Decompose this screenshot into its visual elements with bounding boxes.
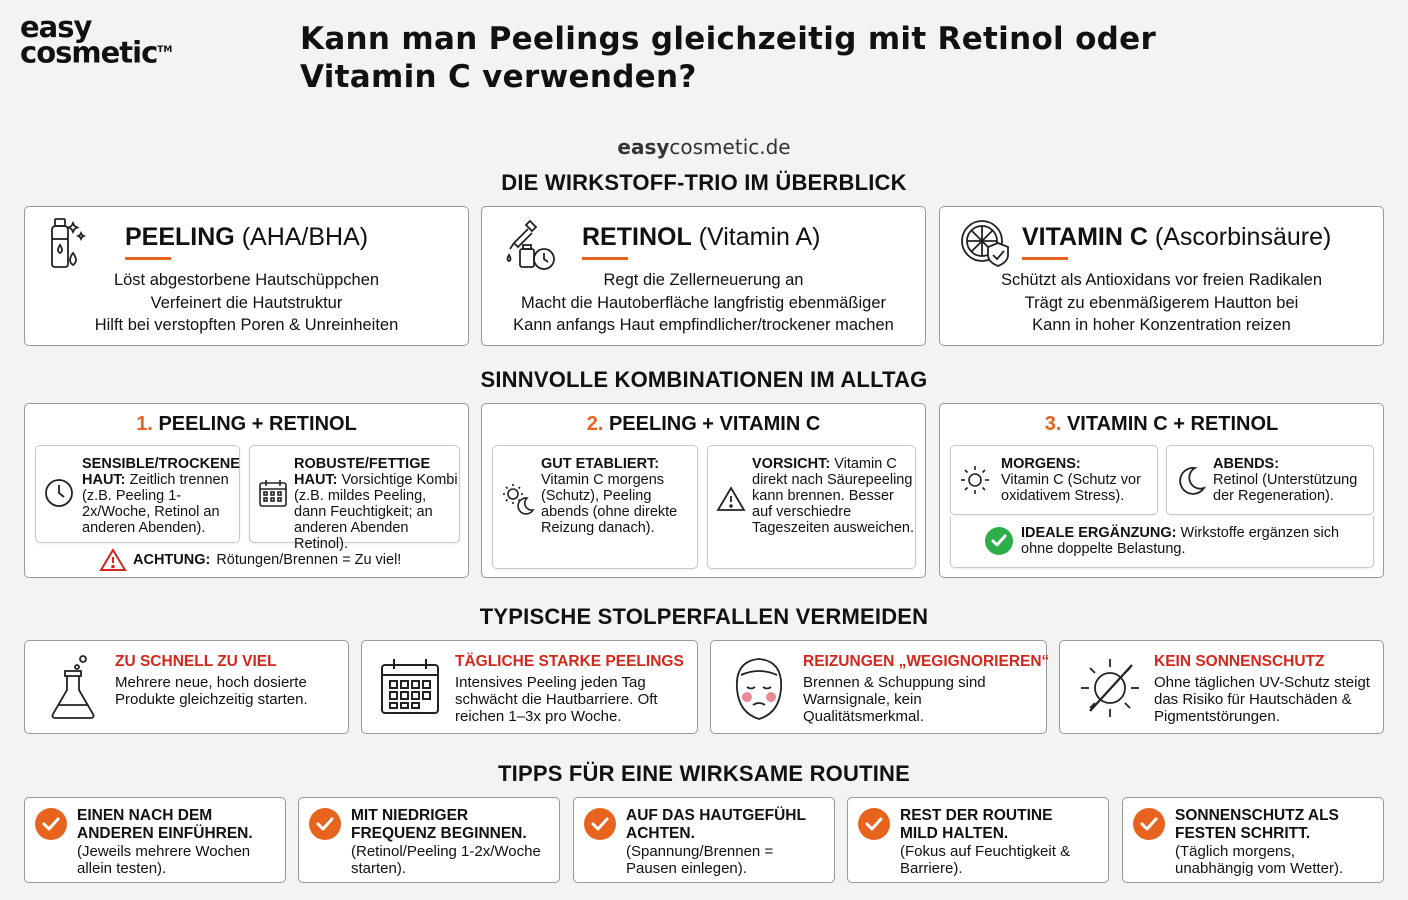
trio-line: Kann in hoher Konzentration reizen (1032, 316, 1291, 334)
citrus-shield-icon (958, 215, 1018, 267)
tip-title: AUF DAS HAUTGEFÜHL ACHTEN. (626, 807, 806, 842)
clock-icon (44, 478, 74, 508)
check-icon (584, 808, 616, 840)
warning-icon (99, 548, 127, 572)
calendar-icon (258, 478, 288, 508)
moon-icon (1175, 464, 1207, 496)
combo-heading (940, 413, 1383, 436)
tip-title: SONNENSCHUTZ ALS FESTEN SCHRITT. (1175, 807, 1339, 842)
combo-number: 1. (136, 413, 153, 435)
combo-sub-card-evening (1166, 445, 1374, 515)
trio-card-vitamin-c (939, 206, 1384, 346)
combo-sub-body: Vitamin C direkt nach Säurepeeling kann brennen. Besser auf verschiedre Tageszeiten ausweichen. (752, 456, 915, 536)
check-circle-icon (985, 527, 1013, 555)
tip-title: REST DER ROUTINE MILD HALTEN. (900, 807, 1053, 842)
trio-line: Löst abgestorbene Hautschüppchen (113, 271, 380, 289)
combo-number: 2. (586, 413, 604, 435)
pitfall-card (361, 640, 698, 734)
combo-card-peeling-retinol (24, 403, 469, 578)
section-title-pitfalls: TYPISCHE STOLPERFALLEN VERMEIDEN (479, 604, 929, 629)
warning-icon (716, 486, 746, 512)
tip-body: (Fokus auf Feuchtigkeit & Barriere). (900, 843, 1071, 877)
trio-name: PEELING (125, 223, 235, 251)
tip-title: EINEN NACH DEM ANDEREN EINFÜHREN. (77, 807, 253, 842)
pitfall-card (710, 640, 1050, 734)
ideal-label: IDEALE ERGÄNZUNG: (1021, 525, 1177, 541)
combo-card-peeling-vitamin-c (481, 403, 926, 578)
combo-heading (25, 413, 468, 436)
check-icon (35, 808, 67, 840)
combo-title: PEELING + VITAMIN C (608, 413, 821, 435)
trio-heading (1022, 223, 1331, 252)
combo-sub-text (294, 456, 460, 552)
combo-number: 3. (1044, 413, 1062, 435)
combo-sub-body: Retinol (Unterstützung der Regeneration). (1213, 472, 1358, 504)
trio-line: Verfeinert die Hautstruktur (150, 293, 343, 312)
tip-card (24, 797, 286, 883)
trio-description (25, 269, 468, 337)
page-title: Kann man Peelings gleichzeitig mit Retinol oder Vitamin C verwenden? (300, 21, 1157, 95)
combo-sub-body: Zeitlich trennen (z.B. Peeling 1-2x/Woche, Retinol an anderen Abenden). (82, 472, 229, 536)
sun-moon-icon (501, 482, 535, 516)
combo-sub-text (1213, 456, 1371, 504)
pitfall-card (1059, 640, 1384, 734)
no-sun-icon (1078, 653, 1138, 723)
tip-title: MIT NIEDRIGER FREQUENZ BEGINNEN. (351, 807, 527, 842)
combo-sub-body: Vitamin C (Schutz vor oxidativem Stress). (1001, 472, 1141, 504)
combo-sub-card-caution (707, 445, 916, 569)
combo-sub-body: Vitamin C morgens (Schutz), Peeling abends (ohne direkte Reizung danach). (541, 472, 678, 536)
tip-card (847, 797, 1109, 883)
calendar-grid-icon (380, 657, 440, 727)
pitfall-title: REIZUNGEN „WEGIGNORIEREN“ (803, 653, 1050, 670)
site-url-bold: easy (617, 135, 670, 159)
combo-sub-body: Vorsichtige Kombi (z.B. mildes Peeling, dann Feuchtigkeit; an anderen Abenden Retinol). (294, 472, 458, 552)
combo-sub-label: MORGENS: (1001, 456, 1081, 472)
combo-sub-label: VORSICHT: (752, 456, 831, 472)
trio-heading (582, 223, 820, 252)
trio-line: Trägt zu ebenmäßigerem Hautton bei (1024, 293, 1299, 312)
flask-icon (43, 653, 103, 723)
trio-line: Kann anfangs Haut empfindlicher/trockener machen (513, 316, 894, 334)
trio-line: Schützt als Antioxidans vor freien Radikalen (1000, 271, 1322, 289)
trio-card-retinol (481, 206, 926, 346)
trio-sub: (Vitamin A) (698, 223, 821, 251)
accent-underline (125, 257, 171, 260)
pitfall-body: Intensives Peeling jeden Tag schwächt die Hautbarriere. Oft reichen 1–3x pro Woche. (455, 674, 658, 725)
combo-sub-text (82, 456, 240, 536)
pitfall-body: Mehrere neue, hoch dosierte Produkte gleichzeitig starten. (115, 674, 308, 708)
combo-ideal-text (1021, 525, 1361, 557)
irritated-face-icon (729, 653, 789, 723)
check-icon (309, 808, 341, 840)
combo-sub-text (752, 456, 916, 536)
sun-icon (959, 464, 991, 496)
ideal-body: Wirkstoffe ergänzen sich ohne doppelte Belastung. (1021, 525, 1340, 557)
trio-description (482, 269, 925, 337)
bottle-drop-icon (43, 215, 91, 267)
combo-sub-text (541, 456, 695, 536)
pitfall-title: ZU SCHNELL ZU VIEL (115, 653, 277, 670)
combo-sub-text (1001, 456, 1153, 504)
combo-sub-card-sensitive (35, 445, 240, 543)
warning-text: Rötungen/Brennen = Zu viel! (216, 552, 402, 568)
pitfall-title: TÄGLICHE STARKE PEELINGS (455, 653, 684, 670)
pitfall-body: Ohne täglichen UV-Schutz steigt das Risiko für Hautschäden & Pigmentstörungen. (1154, 674, 1370, 725)
trio-heading (125, 223, 368, 252)
section-title-trio: DIE WIRKSTOFF-TRIO IM ÜBERBLICK (501, 170, 907, 195)
trio-line: Hilft bei verstopften Poren & Unreinheiten (94, 316, 399, 334)
tip-card (573, 797, 835, 883)
warning-label: ACHTUNG: (133, 552, 211, 568)
logo-line-1: easy (20, 10, 92, 44)
accent-underline (582, 257, 628, 260)
trio-sub: (Ascorbinsäure) (1154, 223, 1332, 251)
accent-underline (1022, 257, 1068, 260)
site-url (0, 135, 1408, 159)
combo-sub-label: SENSIBLE/TROCKENE HAUT: (82, 456, 240, 488)
tip-body: (Jeweils mehrere Wochen allein testen). (77, 843, 251, 877)
combo-sub-card-established (492, 445, 698, 569)
combo-heading (482, 413, 925, 436)
combo-warning (99, 548, 401, 572)
trio-sub: (AHA/BHA) (241, 223, 369, 251)
pitfall-title: KEIN SONNENSCHUTZ (1154, 653, 1325, 670)
tip-body: (Retinol/Peeling 1-2x/Woche starten). (351, 843, 541, 877)
tip-body: (Spannung/Brennen = Pausen einlegen). (626, 843, 774, 877)
trio-line: Regt die Zellerneuerung an (603, 271, 804, 289)
tip-card (298, 797, 560, 883)
logo-line-2: cosmetic (20, 35, 158, 70)
combo-sub-label: GUT ETABLIERT: (541, 456, 660, 472)
site-url-rest: cosmetic.de (669, 135, 791, 159)
logo-trademark: TM (157, 45, 173, 55)
pitfall-body: Brennen & Schuppung sind Warnsignale, kein Qualitätsmerkmal. (803, 674, 986, 725)
combo-sub-label: ROBUSTE/FETTIGE HAUT: (294, 456, 431, 488)
section-title-combos: SINNVOLLE KOMBINATIONEN IM ALLTAG (480, 367, 928, 392)
section-title-tips: TIPPS FÜR EINE WIRKSAME ROUTINE (498, 761, 910, 786)
tip-card (1122, 797, 1384, 883)
trio-card-peeling (24, 206, 469, 346)
combo-sub-card-robust (249, 445, 460, 552)
brand-logo (20, 10, 173, 70)
combo-card-vitamin-c-retinol (939, 403, 1384, 578)
check-icon (1133, 808, 1165, 840)
trio-line: Macht die Hautoberfläche langfristig ebenmäßiger (520, 293, 887, 312)
pitfall-card (24, 640, 349, 734)
combo-sub-card-morning (950, 445, 1158, 515)
combo-title: PEELING + RETINOL (158, 413, 357, 435)
dropper-clock-icon (500, 215, 560, 267)
trio-name: VITAMIN C (1022, 223, 1148, 251)
tip-body: (Täglich morgens, unabhängig vom Wetter). (1175, 843, 1344, 877)
trio-description (940, 269, 1383, 337)
trio-name: RETINOL (582, 223, 692, 251)
check-icon (858, 808, 890, 840)
combo-ideal-box (950, 516, 1374, 568)
combo-sub-label: ABENDS: (1213, 456, 1280, 472)
combo-title: VITAMIN C + RETINOL (1066, 413, 1279, 435)
